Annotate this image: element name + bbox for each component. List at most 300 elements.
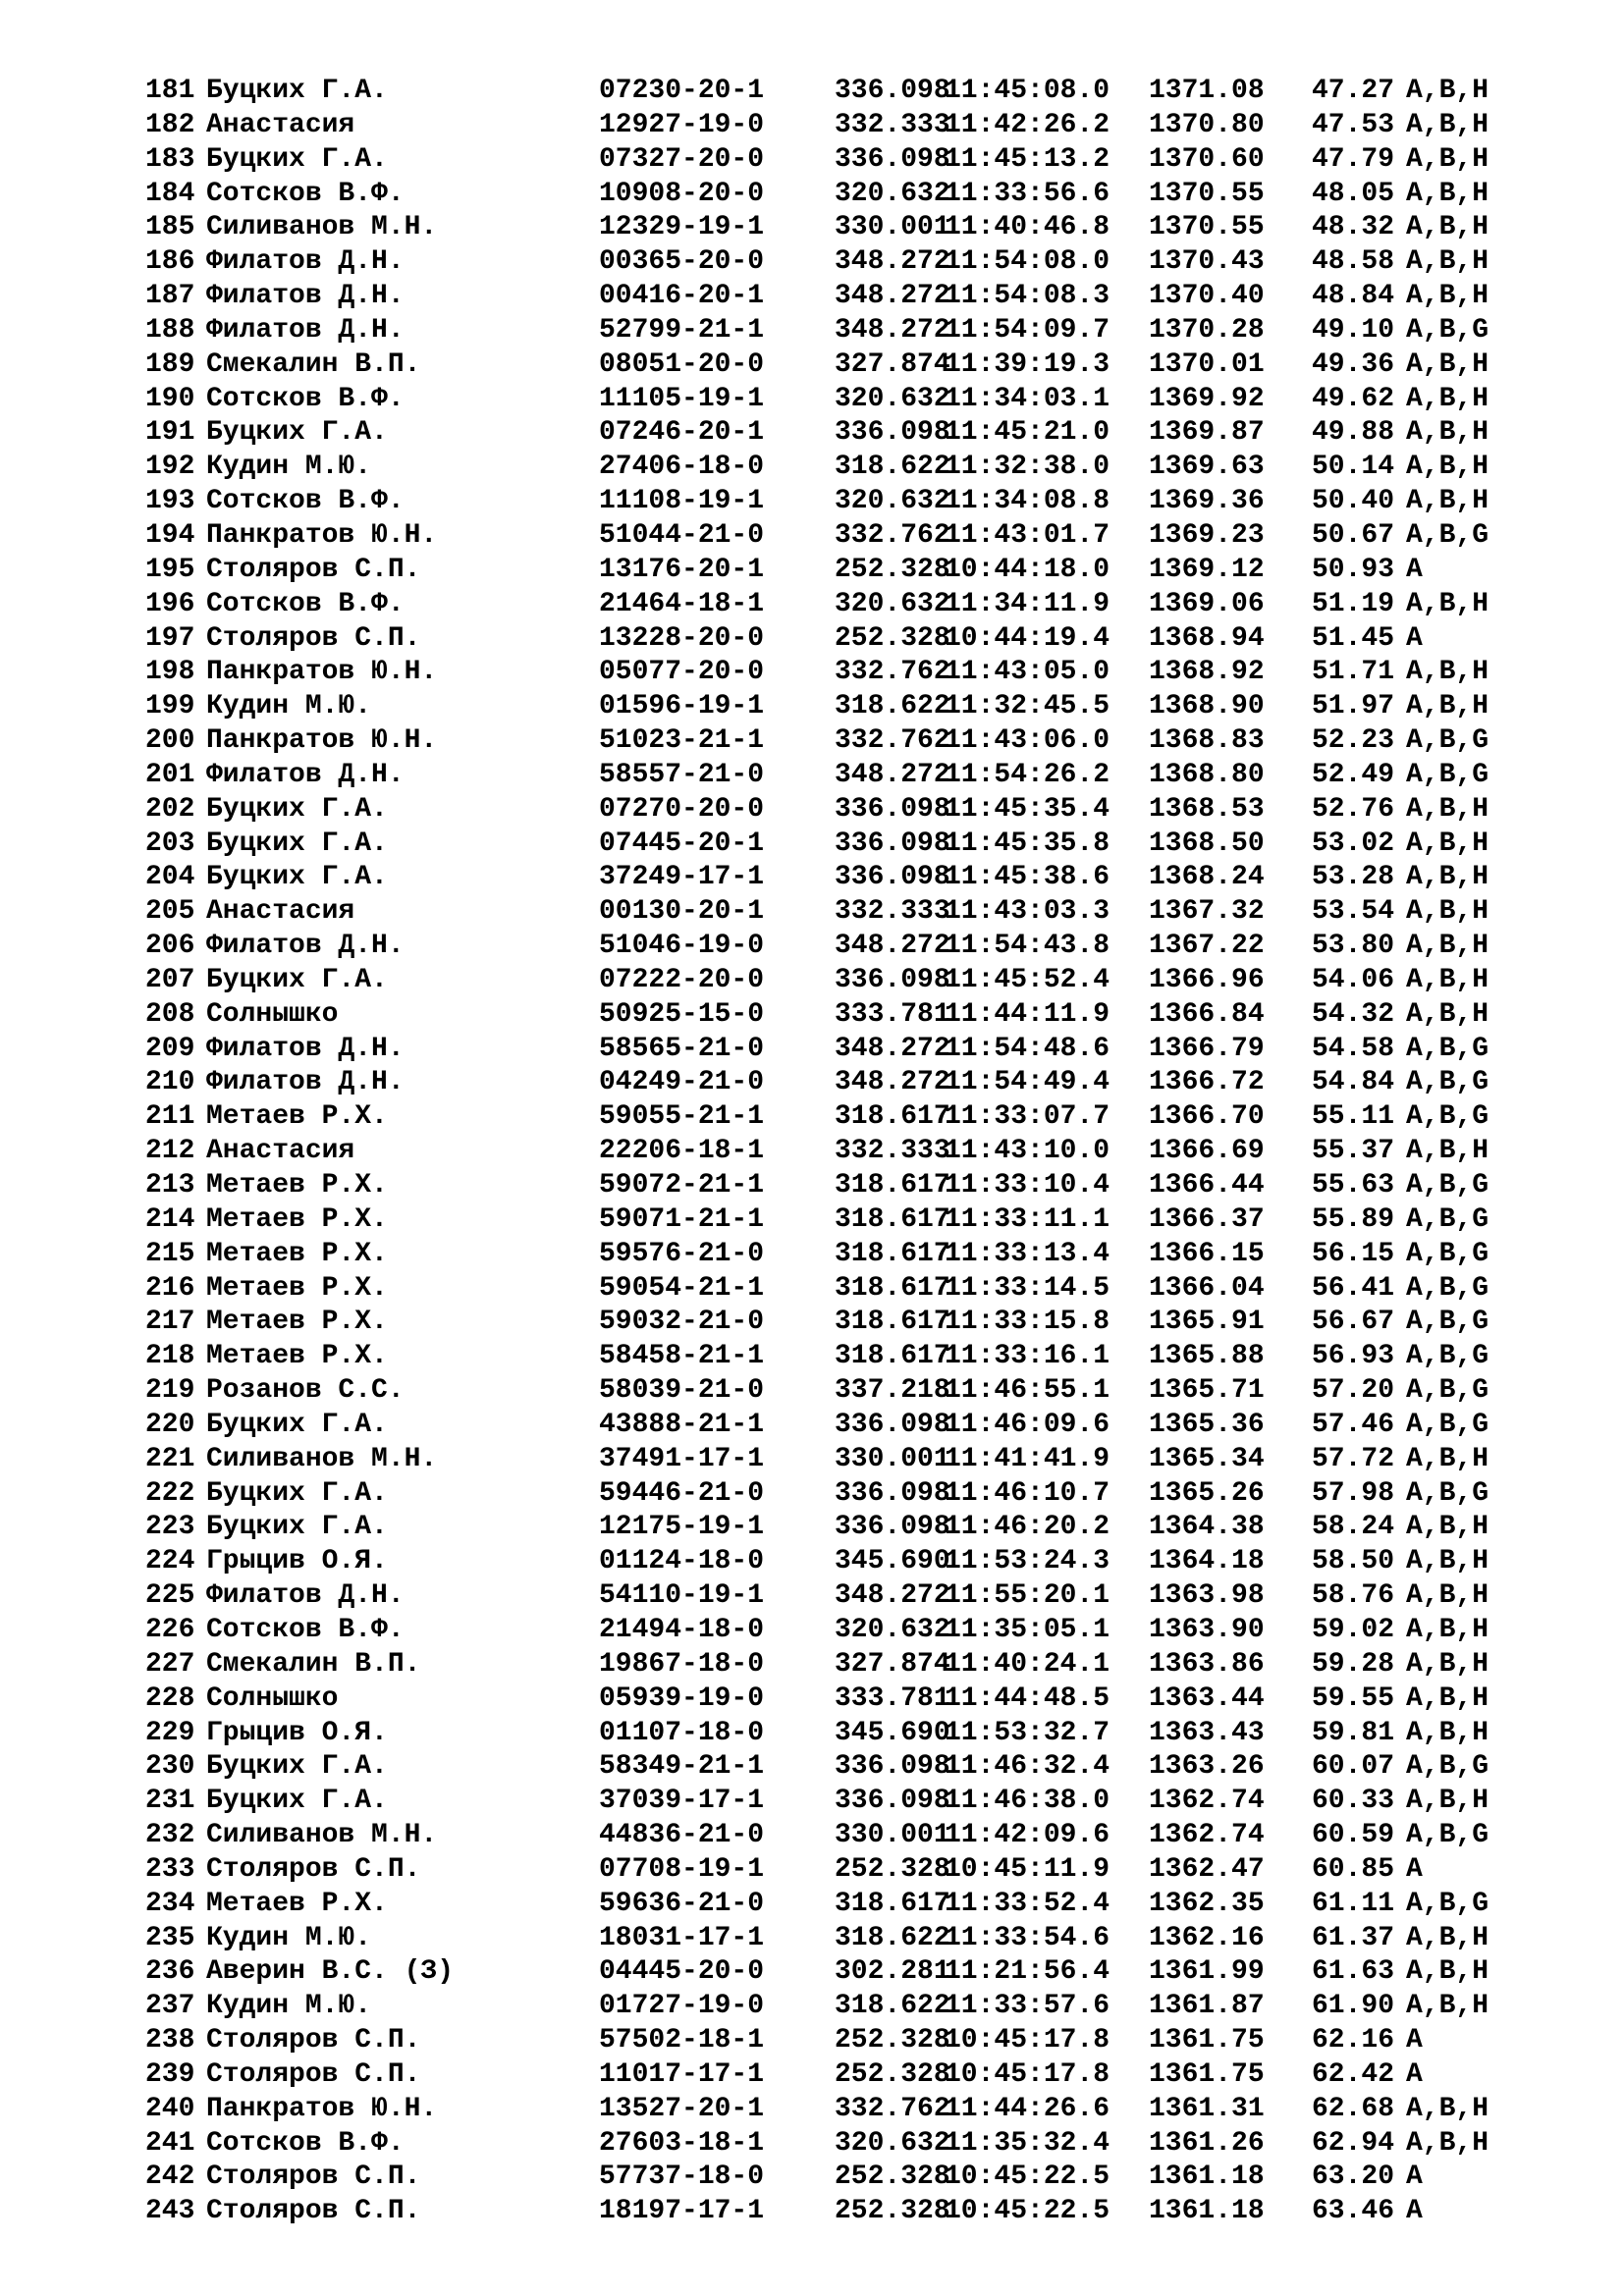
coefficient-cell: 53.02 <box>1312 828 1395 859</box>
competition-cell: A,B,H <box>1406 1512 1489 1543</box>
place-cell: 208 <box>145 998 195 1030</box>
table-row <box>145 1374 1543 1409</box>
name-cell: Столяров С.П. <box>206 554 421 585</box>
ring-number-cell: 58349-21-1 <box>599 1751 765 1783</box>
coefficient-cell: 49.36 <box>1312 348 1395 380</box>
place-cell: 190 <box>145 383 195 414</box>
speed-cell: 1366.84 <box>1149 998 1265 1030</box>
speed-cell: 1365.26 <box>1149 1477 1265 1509</box>
place-cell: 213 <box>145 1170 195 1201</box>
place-cell: 224 <box>145 1546 195 1577</box>
table-row <box>145 656 1543 690</box>
coefficient-cell: 61.90 <box>1312 1991 1395 2022</box>
place-cell: 188 <box>145 314 195 346</box>
table-row <box>145 1579 1543 1614</box>
distance-cell: 348.272 <box>835 1033 950 1064</box>
table-row <box>145 2058 1543 2093</box>
coefficient-cell: 59.02 <box>1312 1614 1395 1645</box>
arrival-time-cell: 11:46:38.0 <box>945 1786 1110 1817</box>
competition-cell: A,B,H <box>1406 143 1489 175</box>
table-row <box>145 1955 1543 1990</box>
competition-cell: A,B,H <box>1406 1991 1489 2022</box>
table-row <box>145 1990 1543 2024</box>
name-cell: Розанов С.С. <box>206 1375 405 1407</box>
competition-cell: A,B,G <box>1406 725 1489 757</box>
speed-cell: 1362.47 <box>1149 1853 1265 1885</box>
arrival-time-cell: 11:55:20.1 <box>945 1580 1110 1612</box>
place-cell: 243 <box>145 2196 195 2227</box>
place-cell: 182 <box>145 109 195 140</box>
coefficient-cell: 53.28 <box>1312 862 1395 893</box>
table-row <box>145 1785 1543 1819</box>
speed-cell: 1362.16 <box>1149 1922 1265 1953</box>
ring-number-cell: 05077-20-0 <box>599 657 765 688</box>
coefficient-cell: 57.46 <box>1312 1409 1395 1440</box>
coefficient-cell: 58.50 <box>1312 1546 1395 1577</box>
coefficient-cell: 53.54 <box>1312 896 1395 928</box>
ring-number-cell: 11108-19-1 <box>599 486 765 517</box>
place-cell: 241 <box>145 2127 195 2159</box>
distance-cell: 336.098 <box>835 964 950 995</box>
speed-cell: 1363.86 <box>1149 1648 1265 1680</box>
distance-cell: 332.333 <box>835 1136 950 1167</box>
speed-cell: 1370.55 <box>1149 178 1265 209</box>
coefficient-cell: 60.85 <box>1312 1853 1395 1885</box>
place-cell: 232 <box>145 1820 195 1851</box>
name-cell: Столяров С.П. <box>206 1853 421 1885</box>
arrival-time-cell: 11:32:45.5 <box>945 691 1110 722</box>
competition-cell: A,B,G <box>1406 519 1489 551</box>
place-cell: 187 <box>145 281 195 312</box>
competition-cell: A,B,H <box>1406 417 1489 449</box>
ring-number-cell: 07445-20-1 <box>599 828 765 859</box>
place-cell: 201 <box>145 759 195 790</box>
ring-number-cell: 18031-17-1 <box>599 1922 765 1953</box>
speed-cell: 1370.28 <box>1149 314 1265 346</box>
coefficient-cell: 61.11 <box>1312 1888 1395 1919</box>
competition-cell: A,B,G <box>1406 1341 1489 1372</box>
distance-cell: 348.272 <box>835 1067 950 1098</box>
arrival-time-cell: 11:33:15.8 <box>945 1307 1110 1338</box>
arrival-time-cell: 11:46:09.6 <box>945 1409 1110 1440</box>
coefficient-cell: 56.93 <box>1312 1341 1395 1372</box>
ring-number-cell: 58557-21-0 <box>599 759 765 790</box>
distance-cell: 336.098 <box>835 76 950 106</box>
ring-number-cell: 13176-20-1 <box>599 554 765 585</box>
table-row <box>145 1819 1543 1853</box>
place-cell: 205 <box>145 896 195 928</box>
speed-cell: 1363.44 <box>1149 1682 1265 1714</box>
arrival-time-cell: 11:41:41.9 <box>945 1443 1110 1474</box>
coefficient-cell: 60.59 <box>1312 1820 1395 1851</box>
speed-cell: 1361.31 <box>1149 2093 1265 2124</box>
arrival-time-cell: 11:53:24.3 <box>945 1546 1110 1577</box>
speed-cell: 1368.53 <box>1149 793 1265 825</box>
ring-number-cell: 58458-21-1 <box>599 1341 765 1372</box>
table-row <box>145 2024 1543 2058</box>
table-row <box>145 416 1543 451</box>
speed-cell: 1361.99 <box>1149 1956 1265 1988</box>
arrival-time-cell: 11:33:07.7 <box>945 1101 1110 1133</box>
place-cell: 219 <box>145 1375 195 1407</box>
table-row <box>145 383 1543 417</box>
arrival-time-cell: 11:44:11.9 <box>945 998 1110 1030</box>
arrival-time-cell: 11:46:20.2 <box>945 1512 1110 1543</box>
name-cell: Сотсков В.Ф. <box>206 588 405 619</box>
name-cell: Анастасия <box>206 1136 355 1167</box>
place-cell: 220 <box>145 1409 195 1440</box>
speed-cell: 1361.75 <box>1149 2058 1265 2090</box>
arrival-time-cell: 11:45:35.8 <box>945 828 1110 859</box>
coefficient-cell: 54.32 <box>1312 998 1395 1030</box>
coefficient-cell: 56.67 <box>1312 1307 1395 1338</box>
arrival-time-cell: 11:40:24.1 <box>945 1648 1110 1680</box>
name-cell: Буцких Г.А. <box>206 1786 388 1817</box>
arrival-time-cell: 11:54:26.2 <box>945 759 1110 790</box>
arrival-time-cell: 11:33:13.4 <box>945 1238 1110 1269</box>
distance-cell: 336.098 <box>835 828 950 859</box>
arrival-time-cell: 11:45:08.0 <box>945 76 1110 106</box>
name-cell: Буцких Г.А. <box>206 862 388 893</box>
arrival-time-cell: 11:54:48.6 <box>945 1033 1110 1064</box>
distance-cell: 330.001 <box>835 1443 950 1474</box>
speed-cell: 1361.87 <box>1149 1991 1265 2022</box>
competition-cell: A,B,H <box>1406 452 1489 483</box>
name-cell: Столяров С.П. <box>206 622 421 654</box>
speed-cell: 1370.55 <box>1149 212 1265 243</box>
table-row <box>145 178 1543 212</box>
place-cell: 184 <box>145 178 195 209</box>
name-cell: Филатов Д.Н. <box>206 1033 405 1064</box>
place-cell: 203 <box>145 828 195 859</box>
distance-cell: 336.098 <box>835 1409 950 1440</box>
coefficient-cell: 49.62 <box>1312 383 1395 414</box>
ring-number-cell: 59071-21-1 <box>599 1203 765 1235</box>
name-cell: Метаев Р.Х. <box>206 1341 388 1372</box>
speed-cell: 1366.72 <box>1149 1067 1265 1098</box>
distance-cell: 252.328 <box>835 622 950 654</box>
place-cell: 185 <box>145 212 195 243</box>
name-cell: Буцких Г.А. <box>206 828 388 859</box>
name-cell: Буцких Г.А. <box>206 76 388 106</box>
place-cell: 206 <box>145 931 195 962</box>
arrival-time-cell: 11:34:03.1 <box>945 383 1110 414</box>
name-cell: Метаев Р.Х. <box>206 1203 388 1235</box>
arrival-time-cell: 10:44:19.4 <box>945 622 1110 654</box>
name-cell: Анастасия <box>206 109 355 140</box>
place-cell: 199 <box>145 691 195 722</box>
coefficient-cell: 52.76 <box>1312 793 1395 825</box>
coefficient-cell: 59.55 <box>1312 1682 1395 1714</box>
arrival-time-cell: 11:53:32.7 <box>945 1717 1110 1748</box>
speed-cell: 1368.80 <box>1149 759 1265 790</box>
table-row <box>145 1340 1543 1374</box>
coefficient-cell: 57.20 <box>1312 1375 1395 1407</box>
coefficient-cell: 47.79 <box>1312 143 1395 175</box>
competition-cell: A,B,H <box>1406 793 1489 825</box>
ring-number-cell: 54110-19-1 <box>599 1580 765 1612</box>
table-row <box>145 622 1543 657</box>
distance-cell: 327.874 <box>835 348 950 380</box>
coefficient-cell: 54.84 <box>1312 1067 1395 1098</box>
name-cell: Панкратов Ю.Н. <box>206 657 438 688</box>
arrival-time-cell: 10:45:22.5 <box>945 2196 1110 2227</box>
table-row <box>145 348 1543 383</box>
ring-number-cell: 37039-17-1 <box>599 1786 765 1817</box>
name-cell: Смекалин В.П. <box>206 348 421 380</box>
ring-number-cell: 12175-19-1 <box>599 1512 765 1543</box>
competition-cell: A,B,H <box>1406 76 1489 106</box>
distance-cell: 333.781 <box>835 998 950 1030</box>
coefficient-cell: 48.84 <box>1312 281 1395 312</box>
table-row <box>145 930 1543 964</box>
speed-cell: 1365.71 <box>1149 1375 1265 1407</box>
arrival-time-cell: 11:43:03.3 <box>945 896 1110 928</box>
distance-cell: 337.218 <box>835 1375 950 1407</box>
ring-number-cell: 05939-19-0 <box>599 1682 765 1714</box>
competition-cell: A,B,H <box>1406 657 1489 688</box>
speed-cell: 1369.92 <box>1149 383 1265 414</box>
coefficient-cell: 62.42 <box>1312 2058 1395 2090</box>
ring-number-cell: 59576-21-0 <box>599 1238 765 1269</box>
place-cell: 194 <box>145 519 195 551</box>
ring-number-cell: 51044-21-0 <box>599 519 765 551</box>
distance-cell: 318.617 <box>835 1238 950 1269</box>
coefficient-cell: 55.37 <box>1312 1136 1395 1167</box>
arrival-time-cell: 10:45:17.8 <box>945 2058 1110 2090</box>
speed-cell: 1362.74 <box>1149 1786 1265 1817</box>
place-cell: 196 <box>145 588 195 619</box>
coefficient-cell: 58.24 <box>1312 1512 1395 1543</box>
name-cell: Метаев Р.Х. <box>206 1272 388 1304</box>
speed-cell: 1362.35 <box>1149 1888 1265 1919</box>
arrival-time-cell: 11:32:38.0 <box>945 452 1110 483</box>
arrival-time-cell: 11:46:10.7 <box>945 1477 1110 1509</box>
distance-cell: 318.622 <box>835 1991 950 2022</box>
ring-number-cell: 22206-18-1 <box>599 1136 765 1167</box>
competition-cell: A,B,H <box>1406 486 1489 517</box>
distance-cell: 330.001 <box>835 212 950 243</box>
place-cell: 239 <box>145 2058 195 2090</box>
distance-cell: 332.333 <box>835 109 950 140</box>
table-row <box>145 314 1543 348</box>
ring-number-cell: 01727-19-0 <box>599 1991 765 2022</box>
arrival-time-cell: 11:42:09.6 <box>945 1820 1110 1851</box>
ring-number-cell: 01596-19-1 <box>599 691 765 722</box>
competition-cell: A,B,H <box>1406 246 1489 278</box>
distance-cell: 252.328 <box>835 2058 950 2090</box>
name-cell: Филатов Д.Н. <box>206 281 405 312</box>
table-row <box>145 861 1543 895</box>
name-cell: Сотсков В.Ф. <box>206 2127 405 2159</box>
table-row <box>145 1203 1543 1238</box>
place-cell: 204 <box>145 862 195 893</box>
place-cell: 202 <box>145 793 195 825</box>
coefficient-cell: 62.94 <box>1312 2127 1395 2159</box>
speed-cell: 1363.90 <box>1149 1614 1265 1645</box>
speed-cell: 1368.83 <box>1149 725 1265 757</box>
arrival-time-cell: 11:45:21.0 <box>945 417 1110 449</box>
coefficient-cell: 58.76 <box>1312 1580 1395 1612</box>
coefficient-cell: 52.23 <box>1312 725 1395 757</box>
table-row <box>145 2093 1543 2127</box>
distance-cell: 348.272 <box>835 1580 950 1612</box>
competition-cell: A <box>1406 2058 1423 2090</box>
table-row <box>145 1922 1543 1956</box>
distance-cell: 336.098 <box>835 1512 950 1543</box>
ring-number-cell: 59072-21-1 <box>599 1170 765 1201</box>
competition-cell: A,B,H <box>1406 998 1489 1030</box>
speed-cell: 1369.12 <box>1149 554 1265 585</box>
distance-cell: 327.874 <box>835 1648 950 1680</box>
speed-cell: 1361.26 <box>1149 2127 1265 2159</box>
ring-number-cell: 52799-21-1 <box>599 314 765 346</box>
distance-cell: 318.617 <box>835 1888 950 1919</box>
place-cell: 236 <box>145 1956 195 1988</box>
distance-cell: 252.328 <box>835 554 950 585</box>
arrival-time-cell: 11:39:19.3 <box>945 348 1110 380</box>
table-row <box>145 2127 1543 2162</box>
distance-cell: 332.762 <box>835 725 950 757</box>
table-row <box>145 1272 1543 1307</box>
arrival-time-cell: 11:46:55.1 <box>945 1375 1110 1407</box>
place-cell: 218 <box>145 1341 195 1372</box>
place-cell: 198 <box>145 657 195 688</box>
competition-cell: A,B,H <box>1406 109 1489 140</box>
distance-cell: 252.328 <box>835 1853 950 1885</box>
coefficient-cell: 52.49 <box>1312 759 1395 790</box>
name-cell: Панкратов Ю.Н. <box>206 2093 438 2124</box>
table-row <box>145 1169 1543 1203</box>
speed-cell: 1369.23 <box>1149 519 1265 551</box>
arrival-time-cell: 11:45:52.4 <box>945 964 1110 995</box>
distance-cell: 318.622 <box>835 1922 950 1953</box>
arrival-time-cell: 11:33:57.6 <box>945 1991 1110 2022</box>
table-row <box>145 1100 1543 1135</box>
distance-cell: 336.098 <box>835 417 950 449</box>
ring-number-cell: 59032-21-0 <box>599 1307 765 1338</box>
speed-cell: 1365.91 <box>1149 1307 1265 1338</box>
distance-cell: 318.617 <box>835 1272 950 1304</box>
name-cell: Буцких Г.А. <box>206 793 388 825</box>
results-table <box>145 75 1543 2229</box>
table-row <box>145 1033 1543 1067</box>
table-row <box>145 554 1543 588</box>
name-cell: Буцких Г.А. <box>206 417 388 449</box>
distance-cell: 348.272 <box>835 281 950 312</box>
coefficient-cell: 61.63 <box>1312 1956 1395 1988</box>
ring-number-cell: 04445-20-0 <box>599 1956 765 1988</box>
place-cell: 240 <box>145 2093 195 2124</box>
place-cell: 193 <box>145 486 195 517</box>
distance-cell: 302.281 <box>835 1956 950 1988</box>
name-cell: Столяров С.П. <box>206 2196 421 2227</box>
place-cell: 231 <box>145 1786 195 1817</box>
coefficient-cell: 55.11 <box>1312 1101 1395 1133</box>
competition-cell: A,B,H <box>1406 896 1489 928</box>
name-cell: Филатов Д.Н. <box>206 314 405 346</box>
competition-cell: A <box>1406 1853 1423 1885</box>
table-row <box>145 1682 1543 1717</box>
table-row <box>145 724 1543 759</box>
competition-cell: A,B,H <box>1406 212 1489 243</box>
ring-number-cell: 07230-20-1 <box>599 76 765 106</box>
ring-number-cell: 37491-17-1 <box>599 1443 765 1474</box>
speed-cell: 1368.92 <box>1149 657 1265 688</box>
competition-cell: A,B,H <box>1406 691 1489 722</box>
table-row <box>145 895 1543 930</box>
table-row <box>145 588 1543 622</box>
place-cell: 229 <box>145 1717 195 1748</box>
coefficient-cell: 54.58 <box>1312 1033 1395 1064</box>
name-cell: Кудин М.Ю. <box>206 452 372 483</box>
competition-cell: A,B,H <box>1406 964 1489 995</box>
speed-cell: 1369.06 <box>1149 588 1265 619</box>
coefficient-cell: 60.33 <box>1312 1786 1395 1817</box>
competition-cell: A,B,H <box>1406 1614 1489 1645</box>
coefficient-cell: 51.71 <box>1312 657 1395 688</box>
arrival-time-cell: 11:54:49.4 <box>945 1067 1110 1098</box>
competition-cell: A,B,G <box>1406 1307 1489 1338</box>
distance-cell: 318.617 <box>835 1101 950 1133</box>
arrival-time-cell: 11:44:26.6 <box>945 2093 1110 2124</box>
speed-cell: 1364.38 <box>1149 1512 1265 1543</box>
name-cell: Кудин М.Ю. <box>206 691 372 722</box>
arrival-time-cell: 11:21:56.4 <box>945 1956 1110 1988</box>
table-row <box>145 1750 1543 1785</box>
ring-number-cell: 19867-18-0 <box>599 1648 765 1680</box>
place-cell: 191 <box>145 417 195 449</box>
table-row <box>145 1135 1543 1169</box>
ring-number-cell: 37249-17-1 <box>599 862 765 893</box>
name-cell: Буцких Г.А. <box>206 964 388 995</box>
table-row <box>145 75 1543 109</box>
arrival-time-cell: 11:35:32.4 <box>945 2127 1110 2159</box>
speed-cell: 1363.98 <box>1149 1580 1265 1612</box>
competition-cell: A <box>1406 622 1423 654</box>
name-cell: Филатов Д.Н. <box>206 1580 405 1612</box>
speed-cell: 1368.94 <box>1149 622 1265 654</box>
distance-cell: 348.272 <box>835 314 950 346</box>
name-cell: Сотсков В.Ф. <box>206 1614 405 1645</box>
arrival-time-cell: 11:43:01.7 <box>945 519 1110 551</box>
name-cell: Филатов Д.Н. <box>206 246 405 278</box>
ring-number-cell: 00365-20-0 <box>599 246 765 278</box>
distance-cell: 252.328 <box>835 2025 950 2056</box>
arrival-time-cell: 11:54:08.3 <box>945 281 1110 312</box>
coefficient-cell: 62.16 <box>1312 2025 1395 2056</box>
distance-cell: 320.632 <box>835 486 950 517</box>
speed-cell: 1367.22 <box>1149 931 1265 962</box>
arrival-time-cell: 11:45:13.2 <box>945 143 1110 175</box>
name-cell: Грыцив О.Я. <box>206 1546 388 1577</box>
table-row <box>145 1614 1543 1648</box>
coefficient-cell: 47.53 <box>1312 109 1395 140</box>
competition-cell: A,B,H <box>1406 383 1489 414</box>
place-cell: 195 <box>145 554 195 585</box>
arrival-time-cell: 11:33:56.6 <box>945 178 1110 209</box>
coefficient-cell: 62.68 <box>1312 2093 1395 2124</box>
competition-cell: A,B,H <box>1406 178 1489 209</box>
table-row <box>145 1443 1543 1477</box>
arrival-time-cell: 11:43:06.0 <box>945 725 1110 757</box>
competition-cell: A,B,H <box>1406 1922 1489 1953</box>
speed-cell: 1365.88 <box>1149 1341 1265 1372</box>
place-cell: 228 <box>145 1682 195 1714</box>
table-row <box>145 1238 1543 1272</box>
competition-cell: A,B,H <box>1406 1682 1489 1714</box>
competition-cell: A,B,G <box>1406 1477 1489 1509</box>
